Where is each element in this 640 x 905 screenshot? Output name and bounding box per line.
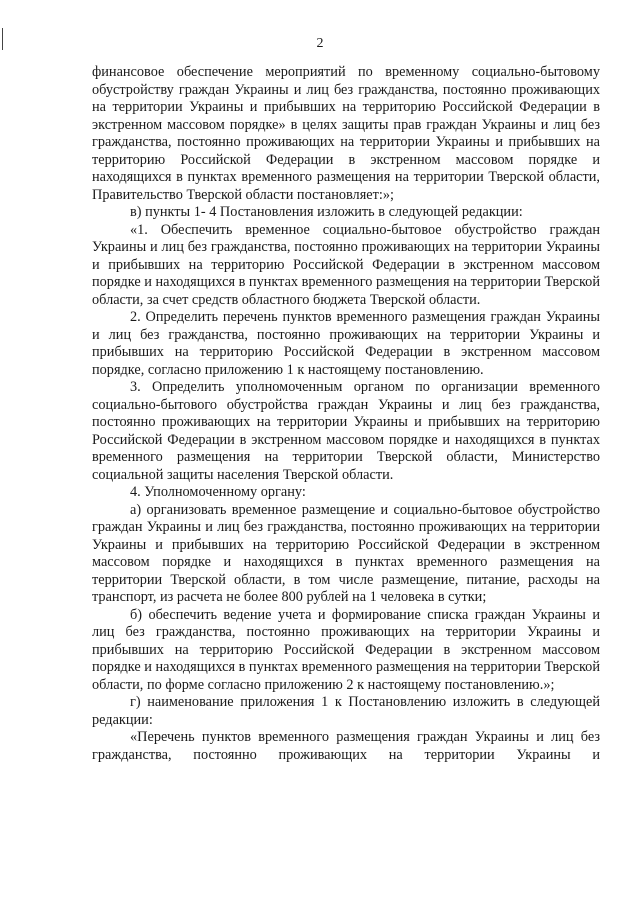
paragraph-7: а) организовать временное размещение и социально-бытовое обустройство граждан Украины и лиц без гражданства, постоянно проживающих на территории Украины и прибывших на территорию Российской Федерации в экстренном массовом порядке и находящихся в пунктах временного размещения на территории Тверской области, в том числе размещение, питание, расходы на транспорт, из расчета не более 800 рублей на 1 человека в сутки; [92, 501, 600, 605]
document-body [92, 64, 600, 764]
paragraph-3: «1. Обеспечить временное социально-бытовое обустройство граждан Украины и лиц без гражданства, постоянно проживающих на территории Украины и прибывших на территорию Российской Федерации в экстренном массовом порядке и находящихся в пунктах временного размещения на территории Тверской области, за счет средств областного бюджета Тверской области. [92, 221, 600, 308]
paragraph-4: 2. Определить перечень пунктов временного размещения граждан Украины и лиц без гражданства, постоянно проживающих на территории Украины и прибывших на территорию Российской Федерации в экстренном массовом порядке, согласно приложению 1 к настоящему постановлению. [92, 309, 600, 378]
paragraph-5: 3. Определить уполномоченным органом по организации временного социально-бытового обустройства граждан Украины и лиц без гражданства, постоянно проживающих на территории Украины и прибывших на территорию Российской Федерации в экстренном массовом порядке и находящихся в пунктах временного размещения на территории Тверской области, Министерство социальной защиты населения Тверской области. [92, 379, 600, 483]
paragraph-9: г) наименование приложения 1 к Постановлению изложить в следующей редакции: [92, 694, 600, 728]
paragraph-10: «Перечень пунктов временного размещения граждан Украины и лиц без гражданства, постоянно проживающих на территории Украины и [92, 729, 600, 763]
paragraph-6: 4. Уполномоченному органу: [130, 484, 306, 500]
paragraph-8: б) обеспечить ведение учета и формирование списка граждан Украины и лиц без гражданства, постоянно проживающих на территории Украины и прибывших на территорию Российской Федерации в экстренном массовом порядке и находящихся в пунктах временного размещения на территории Тверской области, по форме согласно приложению 2 к настоящему постановлению.»; [92, 606, 600, 693]
page-number: 2 [316, 36, 324, 51]
paragraph-2: в) пункты 1- 4 Постановления изложить в следующей редакции: [130, 204, 523, 220]
paragraph-1: финансовое обеспечение мероприятий по временному социально-бытовому обустройству граждан Украины и лиц без гражданства, постоянно проживающих на территории Украины и прибывших на территорию Российской Федерации в экстренном массовом порядке» в целях защиты прав граждан Украины и лиц без гражданства, постоянно проживающих на территории Украины и прибывших на территорию Российской Федерации в экстренном массовом порядке и находящихся в пунктах временного размещения на территории Тверской области, Правительство Тверской области постановляет:»; [92, 64, 600, 203]
